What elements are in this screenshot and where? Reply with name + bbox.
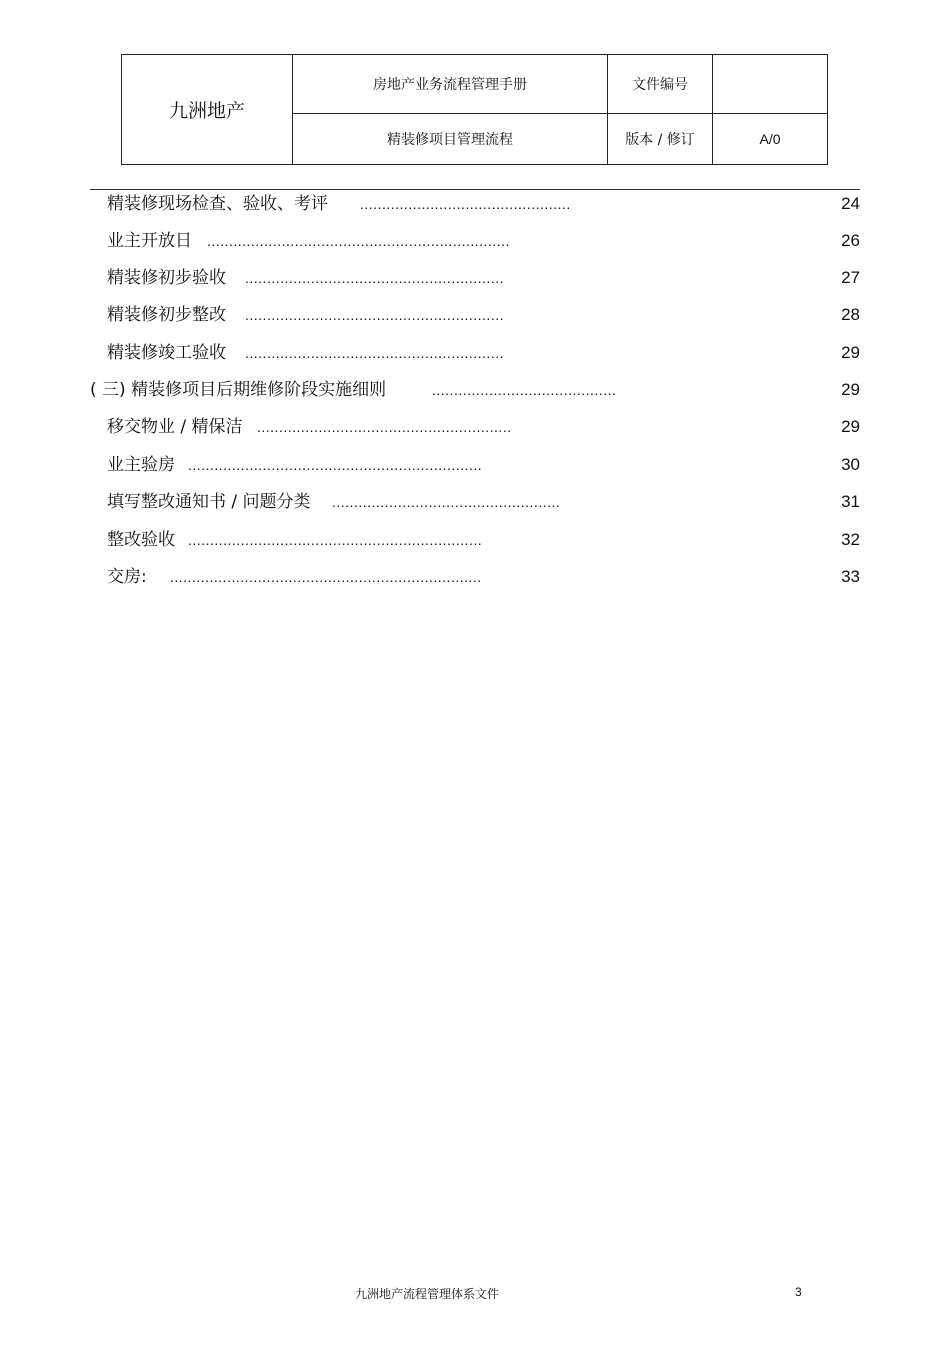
toc-entry[interactable] bbox=[0, 263, 950, 293]
toc-leader-dots: ................................................................... bbox=[188, 532, 483, 548]
toc-leader-dots: ........................................................... bbox=[245, 307, 504, 323]
toc-entry-title: 精装修初步验收 bbox=[107, 268, 226, 288]
toc-entry-page: 29 bbox=[841, 343, 860, 362]
version-label: 版本 / 修订 bbox=[608, 114, 713, 165]
toc-entry-page: 29 bbox=[841, 417, 860, 436]
footer-page-number: 3 bbox=[795, 1285, 802, 1299]
toc-leader-dots: .......................................... bbox=[432, 382, 617, 398]
toc-entry-page: 27 bbox=[841, 268, 860, 287]
toc-leader-dots: ........................................................... bbox=[245, 270, 504, 286]
toc-entry[interactable] bbox=[0, 450, 950, 480]
footer-text: 九洲地产流程管理体系文件 bbox=[355, 1287, 500, 1301]
toc-leader-dots: ................................................................... bbox=[188, 457, 483, 473]
company-name: 九洲地产 bbox=[122, 55, 293, 165]
toc-leader-dots: ..................................................................... bbox=[207, 233, 510, 249]
toc-entry[interactable] bbox=[0, 300, 950, 330]
process-title: 精装修项目管理流程 bbox=[293, 114, 608, 165]
toc-entry-page: 28 bbox=[841, 305, 860, 324]
toc-entry-title: 交房: bbox=[107, 567, 147, 587]
toc-entry-title: 精装修现场检查、验收、考评 bbox=[107, 194, 328, 214]
toc-leader-dots: .......................................................... bbox=[257, 419, 512, 435]
toc-entry-title: 填写整改通知书 / 问题分类 bbox=[107, 492, 311, 512]
toc-entry[interactable] bbox=[0, 338, 950, 368]
toc-entry-title: ( 三) 精装修项目后期维修阶段实施细则 bbox=[90, 380, 387, 400]
toc-entry[interactable] bbox=[0, 189, 950, 219]
toc-entry-page: 31 bbox=[841, 492, 860, 511]
toc-entry[interactable] bbox=[0, 487, 950, 517]
toc-entry[interactable] bbox=[0, 412, 950, 442]
toc-entry-title: 整改验收 bbox=[107, 530, 175, 550]
toc-entry-title: 业主开放日 bbox=[107, 231, 192, 251]
toc-leader-dots: ................................................ bbox=[360, 196, 571, 212]
toc-entry[interactable] bbox=[0, 562, 950, 592]
toc-entry[interactable] bbox=[0, 375, 950, 405]
toc-entry[interactable] bbox=[0, 226, 950, 256]
toc-entry-page: 29 bbox=[841, 380, 860, 399]
toc-entry[interactable] bbox=[0, 525, 950, 555]
toc-entry-page: 33 bbox=[841, 567, 860, 586]
toc-entry-title: 业主验房 bbox=[107, 455, 175, 475]
toc-leader-dots: ........................................................... bbox=[245, 345, 504, 361]
toc-entry-page: 26 bbox=[841, 231, 860, 250]
toc-entry-title: 精装修竣工验收 bbox=[107, 343, 226, 363]
version-value: A/0 bbox=[713, 114, 828, 165]
toc-entry-page: 24 bbox=[841, 194, 860, 213]
toc-entry-page: 32 bbox=[841, 530, 860, 549]
doc-number-label: 文件编号 bbox=[608, 55, 713, 114]
table-of-contents bbox=[0, 0, 950, 600]
toc-leader-dots: ....................................................................... bbox=[170, 569, 482, 585]
toc-entry-page: 30 bbox=[841, 455, 860, 474]
toc-entry-title: 移交物业 / 精保洁 bbox=[107, 417, 243, 437]
toc-entry-title: 精装修初步整改 bbox=[107, 305, 226, 325]
manual-title: 房地产业务流程管理手册 bbox=[293, 55, 608, 114]
toc-leader-dots: .................................................... bbox=[332, 494, 561, 510]
